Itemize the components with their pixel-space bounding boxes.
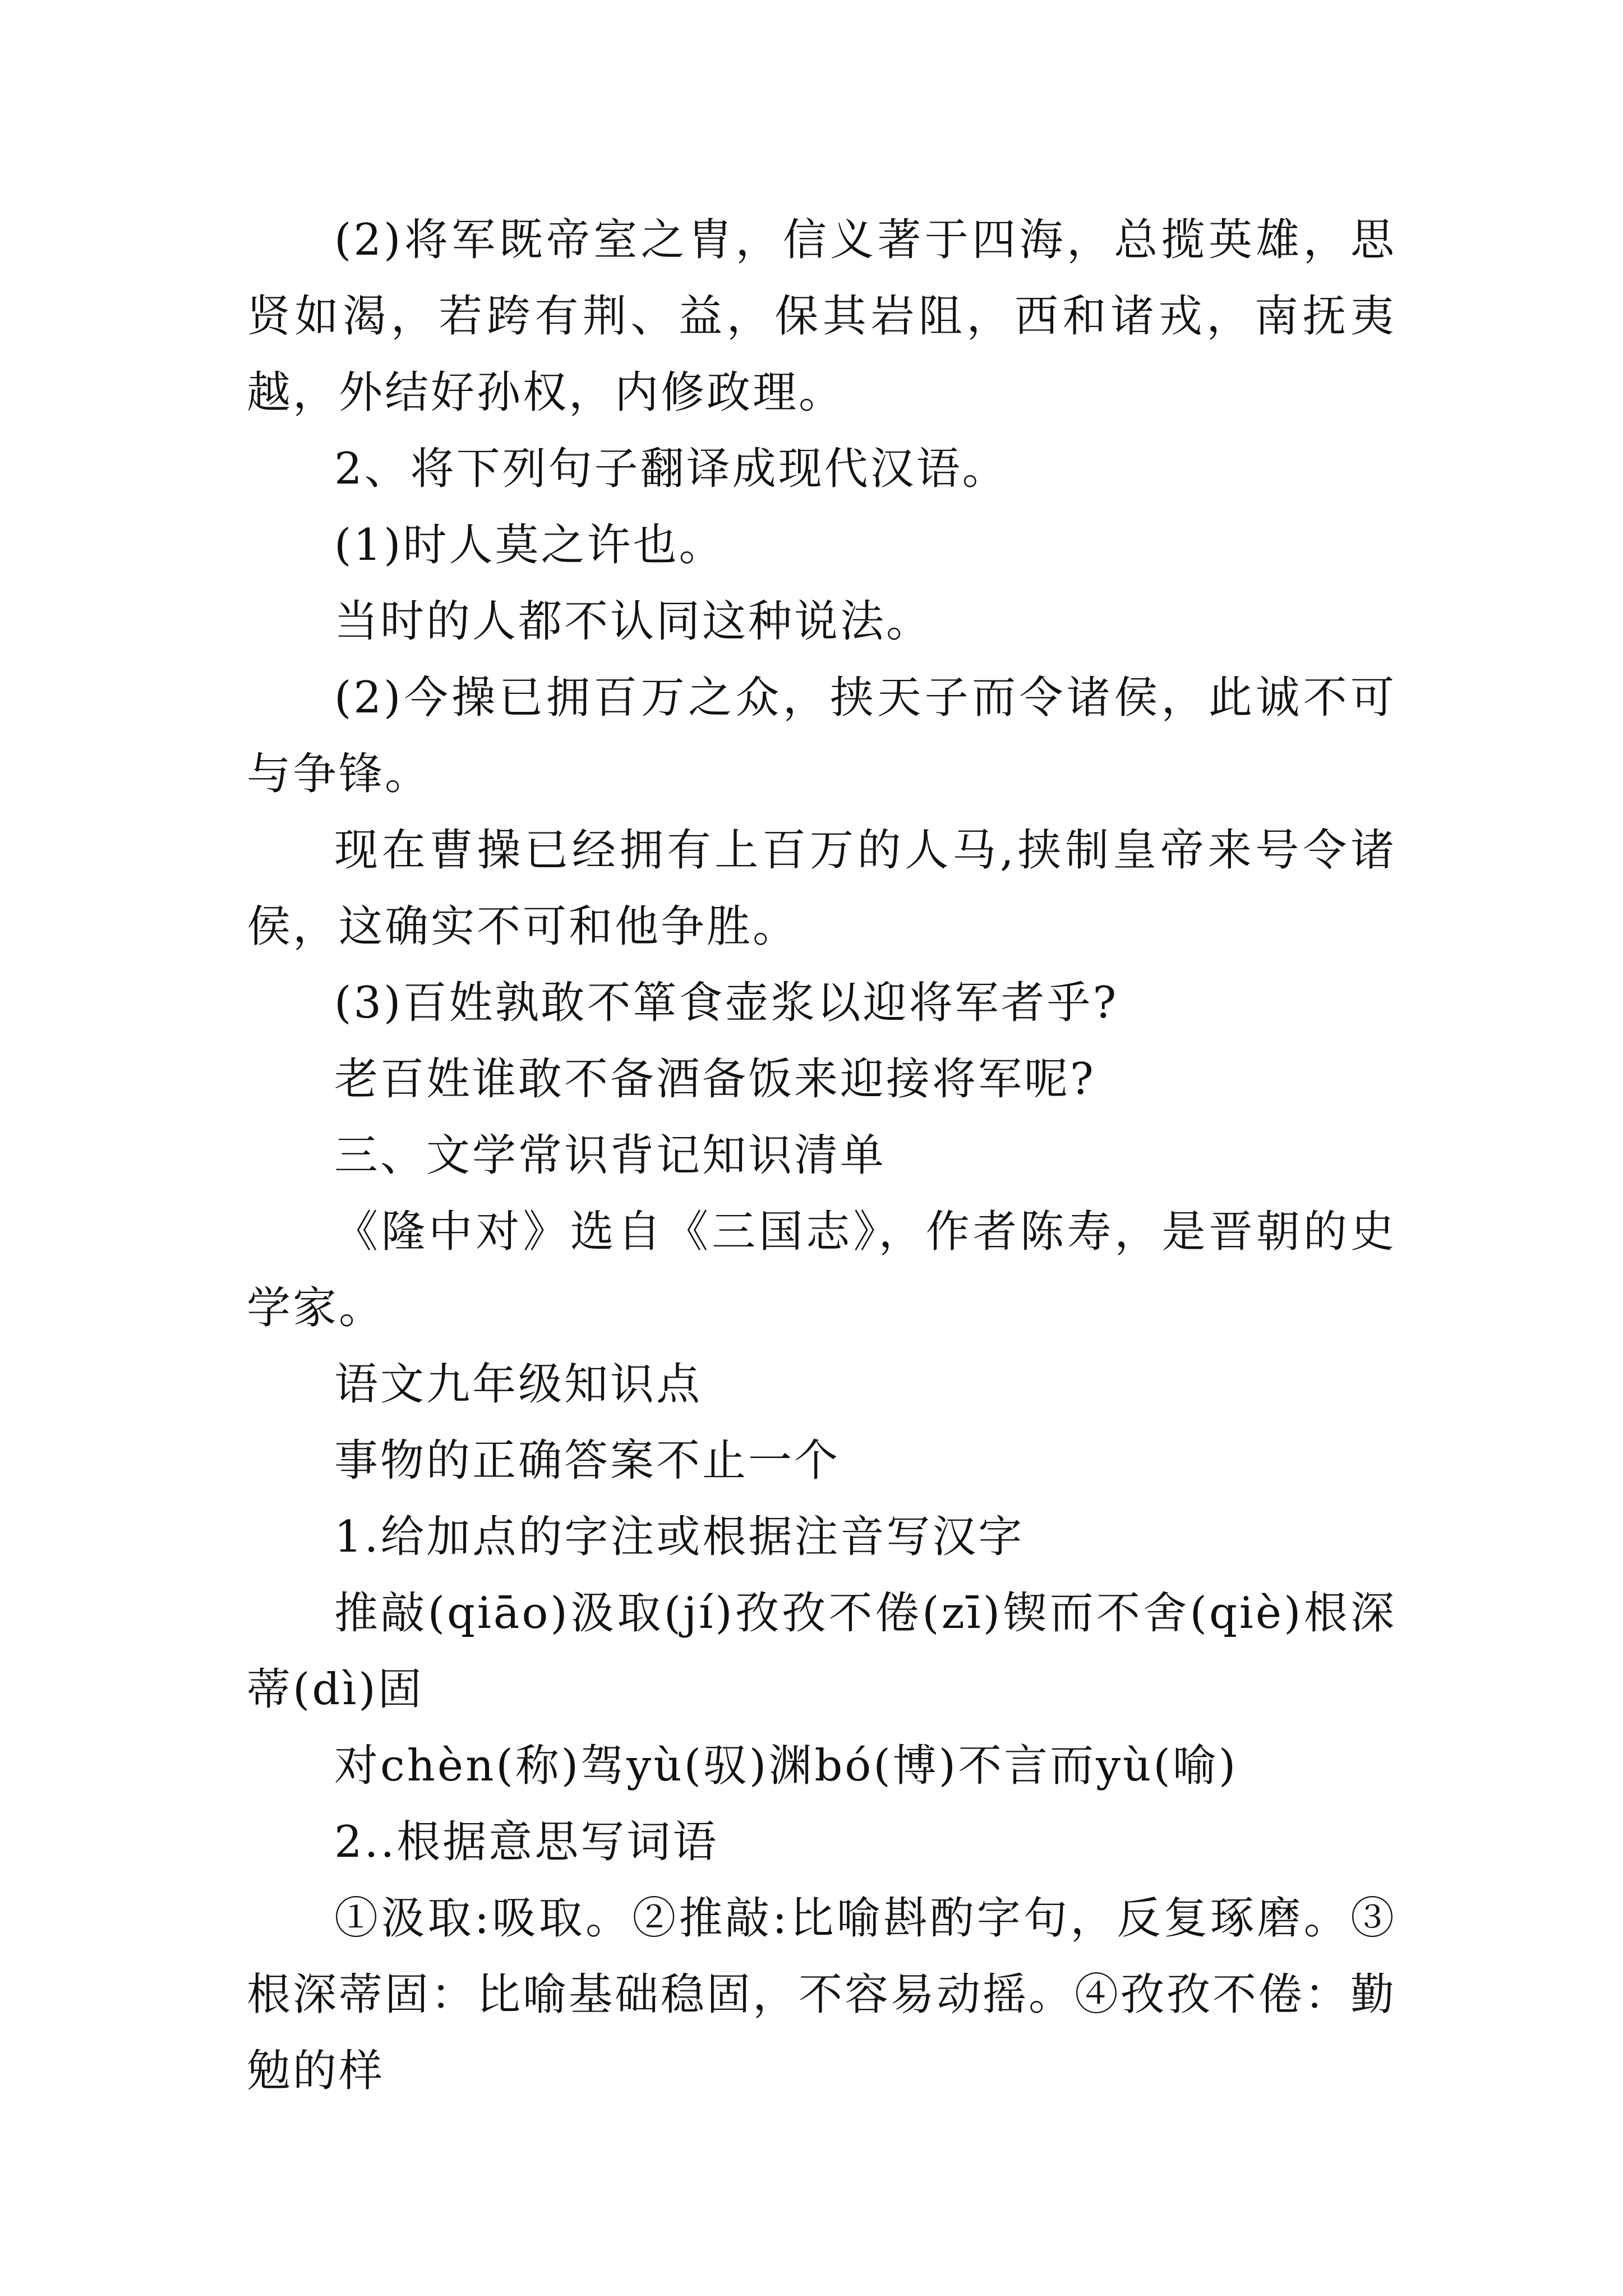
paragraph-8: 老百姓谁敢不备酒备饭来迎接将军呢? <box>334 1054 1096 1105</box>
paragraph-5: (2)今操已拥百万之众，挟天子而令诸侯，此诚不可与争锋。 <box>247 673 1396 799</box>
paragraph-1: (2)将军既帝室之胄，信义著于四海，总揽英雄，思贤如渴，若跨有荆、益，保其岩阻，西和诸戎，南抚夷越，外结好孙权，内修政理。 <box>247 215 1396 418</box>
paragraph-16: 2..根据意思写词语 <box>334 1817 719 1867</box>
paragraph-4: 当时的人都不认同这种说法。 <box>334 596 933 647</box>
paragraph-14: 推敲(qiāo)汲取(jí)孜孜不倦(zī)锲而不舍(qiè)根深蒂(dì)固 <box>247 1588 1396 1715</box>
paragraph-3: (1)时人莫之许也。 <box>334 520 725 570</box>
document-body <box>247 202 1396 2109</box>
paragraph-9: 三、文学常识背记知识清单 <box>334 1130 887 1181</box>
paragraph-11: 语文九年级知识点 <box>334 1359 703 1410</box>
paragraph-12: 事物的正确答案不止一个 <box>334 1435 841 1486</box>
paragraph-17: ①汲取:吸取。②推敲:比喻斟酌字句，反复琢磨。③根深蒂固：比喻基础稳固，不容易动摇。④孜孜不倦：勤勉的样 <box>247 1893 1397 2096</box>
paragraph-2: 2、将下列句子翻译成现代汉语。 <box>334 444 1008 494</box>
paragraph-13: 1.给加点的字注或根据注音写汉字 <box>334 1512 1025 1562</box>
paragraph-6: 现在曹操已经拥有上百万的人马,挟制皇帝来号令诸侯，这确实不可和他争胜。 <box>247 825 1396 952</box>
paragraph-15: 对chèn(称)驾yù(驭)渊bó(博)不言而yù(喻) <box>334 1741 1238 1791</box>
paragraph-10: 《隆中对》选自《三国志》，作者陈寿，是晋朝的史学家。 <box>247 1207 1396 1333</box>
paragraph-7: (3)百姓孰敢不箪食壶浆以迎将军者乎? <box>334 978 1119 1028</box>
